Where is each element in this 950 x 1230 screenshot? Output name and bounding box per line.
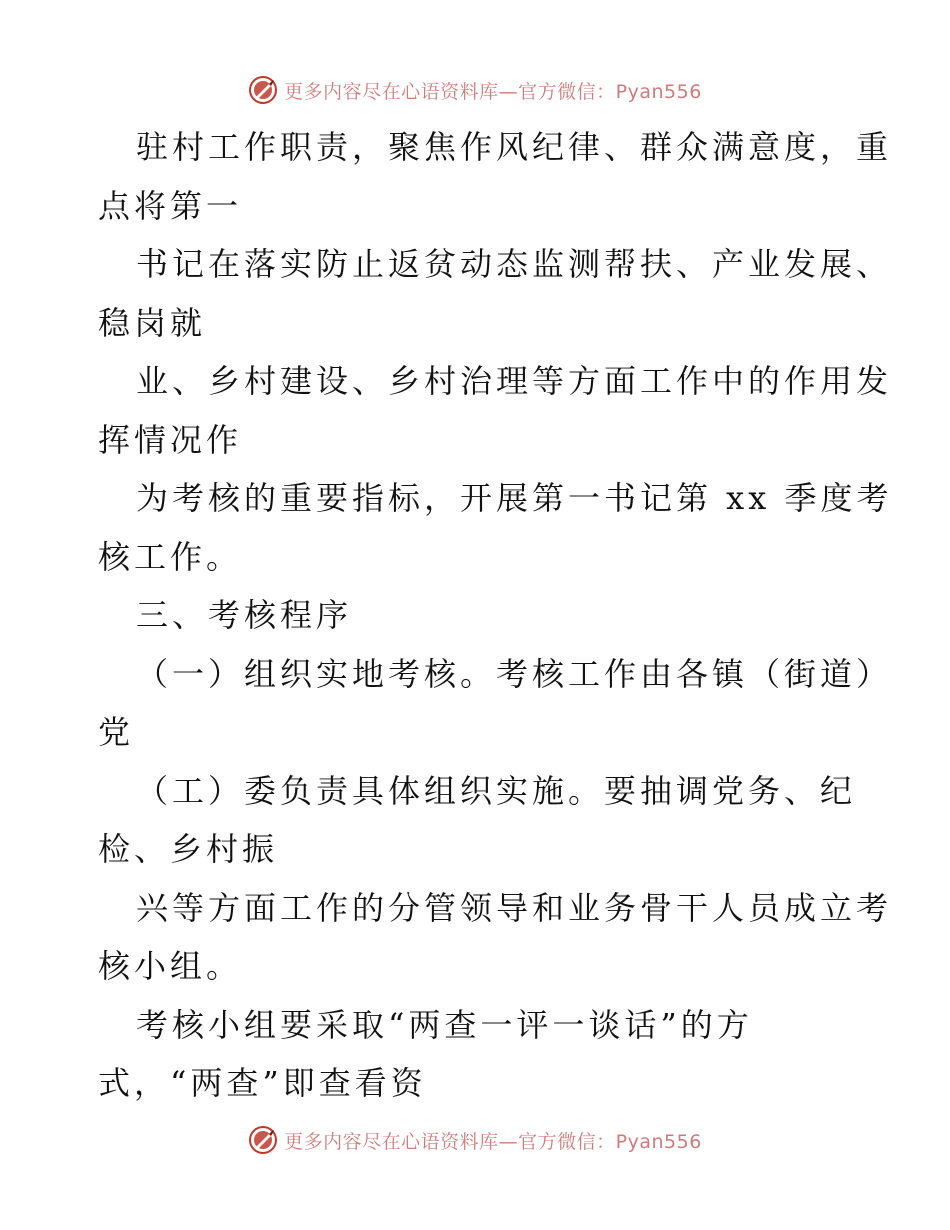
text-line: 三、考核程序 <box>136 596 353 634</box>
quill-logo-icon <box>248 1125 278 1155</box>
text-line: （工）委负责具体组织实施。要抽调党务、纪 <box>136 771 857 810</box>
header-watermark <box>0 70 950 110</box>
text-line: 考核小组要采取“两查一评一谈话”的方 <box>136 1005 753 1044</box>
text-line: 式，“两查”即查看资 <box>98 1064 427 1102</box>
text-line: 点将第一 <box>98 186 243 225</box>
text-line: 挥情况作 <box>98 420 243 459</box>
text-line: 稳岗就 <box>98 303 207 342</box>
text-line: 书记在落实防止返贫动态监测帮扶、产业发展、 <box>136 245 893 283</box>
quill-logo-icon <box>248 75 278 105</box>
text-line: 检、乡村振 <box>98 830 279 868</box>
watermark-text: 更多内容尽在心语资料库—官方微信：Pyan556 <box>284 1130 702 1153</box>
footer-watermark <box>0 1120 950 1160</box>
text-line: 兴等方面工作的分管领导和业务骨干人员成立考 <box>136 888 893 927</box>
text-line: 业、乡村建设、乡村治理等方面工作中的作用发 <box>136 362 893 400</box>
document-body <box>98 118 893 1113</box>
text-line: 核工作。 <box>98 537 243 576</box>
text-line: 党 <box>98 713 135 751</box>
text-line: 核小组。 <box>98 947 243 985</box>
text-line: 为考核的重要指标，开展第一书记第 xx 季度考 <box>136 479 893 517</box>
text-line: 驻村工作职责，聚焦作风纪律、群众满意度，重 <box>136 128 893 166</box>
watermark-text: 更多内容尽在心语资料库—官方微信：Pyan556 <box>284 80 702 103</box>
text-line: （一）组织实地考核。考核工作由各镇（街道） <box>136 654 893 693</box>
